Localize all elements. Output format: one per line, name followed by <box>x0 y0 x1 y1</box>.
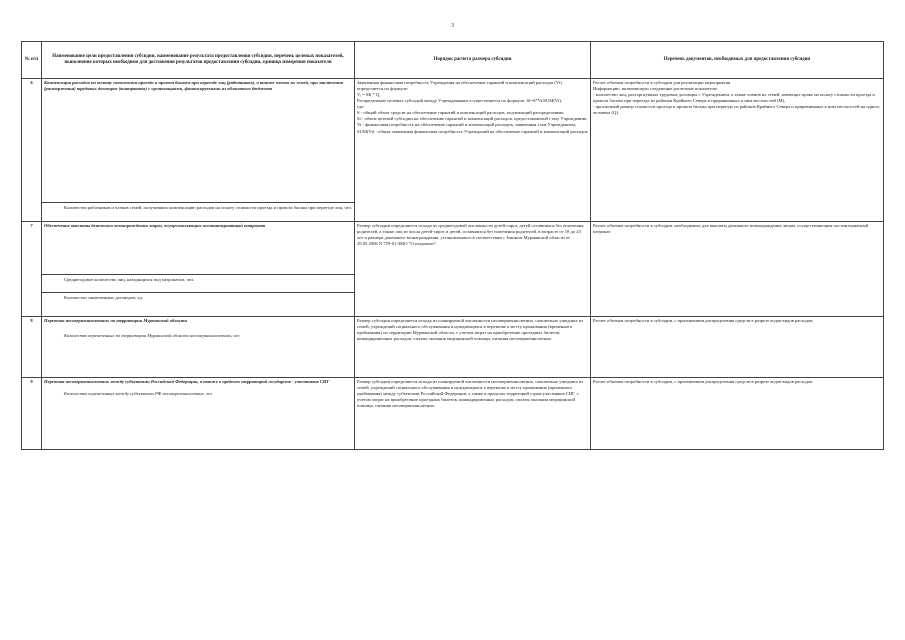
table-row <box>22 79 884 222</box>
row-number: 7 <box>22 222 42 317</box>
calc-line: SUM(Vi) - общая заявленная финансовая потребность Учреждений на обеспечение гарантий и компенсаций расходов <box>357 128 588 134</box>
row-number: 6 <box>22 79 42 222</box>
docs-line: Расчет объемов потребности в субсидии для реализации мероприятия <box>593 80 731 85</box>
docs-line: Расчет объемов потребности в субсидии, с приложением распределения средств в разрезе кодов видов расходов. <box>593 318 814 323</box>
docs-line: Информацию, включающую следующие расчетные показатели: <box>593 86 718 92</box>
row-number: 8 <box>22 317 42 378</box>
calc-line: Размер субсидии определяется исходя из планируемой численности несовершеннолетних, самовольно ушедших из семей, учреждений социального обслуживания и нуждающихся в перевозке к месту проживания (временного пребывания) между субъектами Российской Федерации, а также в пределах территорий стран-участников СНГ, с учетом затрат на приобретение проездных билетов, командировочных расходов, оплаты оказания медицинской помощи, питания несовершеннолетних. <box>357 379 584 409</box>
header-number: № п/п <box>22 42 42 79</box>
indicator-text: Среднегодовое количество лиц, находящихся под патронатом, чел. <box>42 274 355 285</box>
row-name-cell <box>42 317 355 378</box>
indicator-text: Количество работников и членов семей, получивших компенсацию расходов на оплату стоимости проезда и провоза багажа при переезде лиц, чел. <box>42 202 355 213</box>
calc-line: Заявленная финансовая потребность Учреждения на обеспечение гарантий и компенсаций расходов (Vi) определяется по формуле: <box>357 80 562 92</box>
header-documents: Перечень документов, необходимых для предоставления субсидии <box>591 42 884 79</box>
header-calculation: Порядок расчета размера субсидии <box>355 42 591 79</box>
calc-cell <box>355 317 591 378</box>
docs-line: Расчет объемов потребности в субсидии, необходимых для выплаты денежного вознаграждения лицам, осуществляющим постинтернатный патронат <box>593 223 869 235</box>
row-name-cell <box>42 378 355 450</box>
calc-cell <box>355 79 591 222</box>
calc-line: Si - объем целевой субсидии на обеспечение гарантий и компенсаций расходов, предоставляемой i-ому Учреждению; <box>357 116 588 122</box>
header-name: Наименование цели предоставления субсидии, наименование результата предоставления субсидии, перечень целевых показателей, выполнение которых необходимо для достижения результатов предоставления субсидии, единица измерения показателя <box>42 42 355 79</box>
docs-cell <box>591 317 884 378</box>
docs-cell <box>591 378 884 450</box>
goal-text: Обеспечение выплаты денежного вознаграждения лицам, осуществляющим постинтернатный патронат <box>44 223 266 228</box>
docs-cell <box>591 222 884 317</box>
calc-line: Размер субсидии определяется исходя из планируемой численности несовершеннолетних, самовольно ушедших из семей, учреждений социального обслуживания и нуждающихся в перевозке к месту проживания (временного пребывания) по территории Мурманской области, с учетом затрат на приобретение проездных билетов, командировочных расходов, оплаты оказания медицинской помощи, питания несовершеннолетних. <box>357 318 584 342</box>
calc-line: Распределение целевых субсидий между Учреждениями осуществляется по формуле: Si=S*Vi/SUM(Vi), <box>357 98 562 104</box>
calc-line: где: <box>357 104 365 110</box>
subsidy-table <box>21 41 884 450</box>
goal-text: Перевозка несовершеннолетних между субъектами Российской Федерации, а также в пределах территорий государств - участников СНГ <box>44 379 330 384</box>
calc-line: S - общий объем средств на обеспечение гарантий и компенсаций расходов, подлежащий распределению; <box>357 110 565 116</box>
row-number: 9 <box>22 378 42 450</box>
page-number: 3 <box>451 23 454 29</box>
goal-text: Компенсация расходов на оплату стоимости проезда и провоза багажа при переезде лиц (работников), а также членов их семей, при заключении (расторжении) трудовых договоров (контрактов) с организациями, финансируемыми из областного бюджета <box>44 80 344 92</box>
table-row <box>22 378 884 450</box>
docs-line: - прогнозный размер стоимости проезда и провоза багажа при переезде из районов Крайнего Севера и приравненных к ним местностей на одного человека (Q). <box>593 104 880 116</box>
table-row <box>22 222 884 317</box>
calc-line: Размер субсидии определяется исходя из среднегодовой численности детей-сирот, детей оставшихся без попечения родителей, а также лиц из числа детей-сирот и детей, оставшихся без попечения родителей, в возрасте от 18 до 23 лет и размера денежного вознаграждения, установленного в соответствии с Законом Мурманской области от 29.05.2006 N 759-01-ЗМО "О патронате". <box>357 223 584 247</box>
goal-text: Перевозка несовершеннолетних по территории Мурманской области <box>44 318 187 323</box>
docs-cell <box>591 79 884 222</box>
row-name-cell <box>42 222 355 317</box>
row-name-cell <box>42 79 355 222</box>
table-row <box>22 317 884 378</box>
calc-line: Vi - финансовая потребность на обеспечение гарантий и компенсаций расходов, заявленная i-ым Учреждением; <box>357 122 577 128</box>
table-header-row <box>22 42 884 79</box>
calc-cell <box>355 378 591 450</box>
calc-line: Vᵢ = Mi * Q, <box>357 92 381 98</box>
indicator-text: Количество заключенных договоров, ед. <box>42 292 355 303</box>
indicator-text: Количество перевезенных по территории Мурманской области несовершеннолетних, чел <box>64 333 240 339</box>
indicator-text: Количество перевезенных между субъектами РФ несовершеннолетних, чел <box>64 391 212 397</box>
docs-line: Расчет объемов потребности в субсидии, с приложением распределения средств в разрезе кодов видов расходов <box>593 379 813 384</box>
calc-cell <box>355 222 591 317</box>
docs-line: - количество лиц, расторгнувших трудовые договоры с Учреждением, а также членов их семей, имеющих право на оплату стоимости проезда и провоза багажа при переезде из районов Крайнего Севера и приравненных к ним местностей (M), <box>593 92 875 104</box>
